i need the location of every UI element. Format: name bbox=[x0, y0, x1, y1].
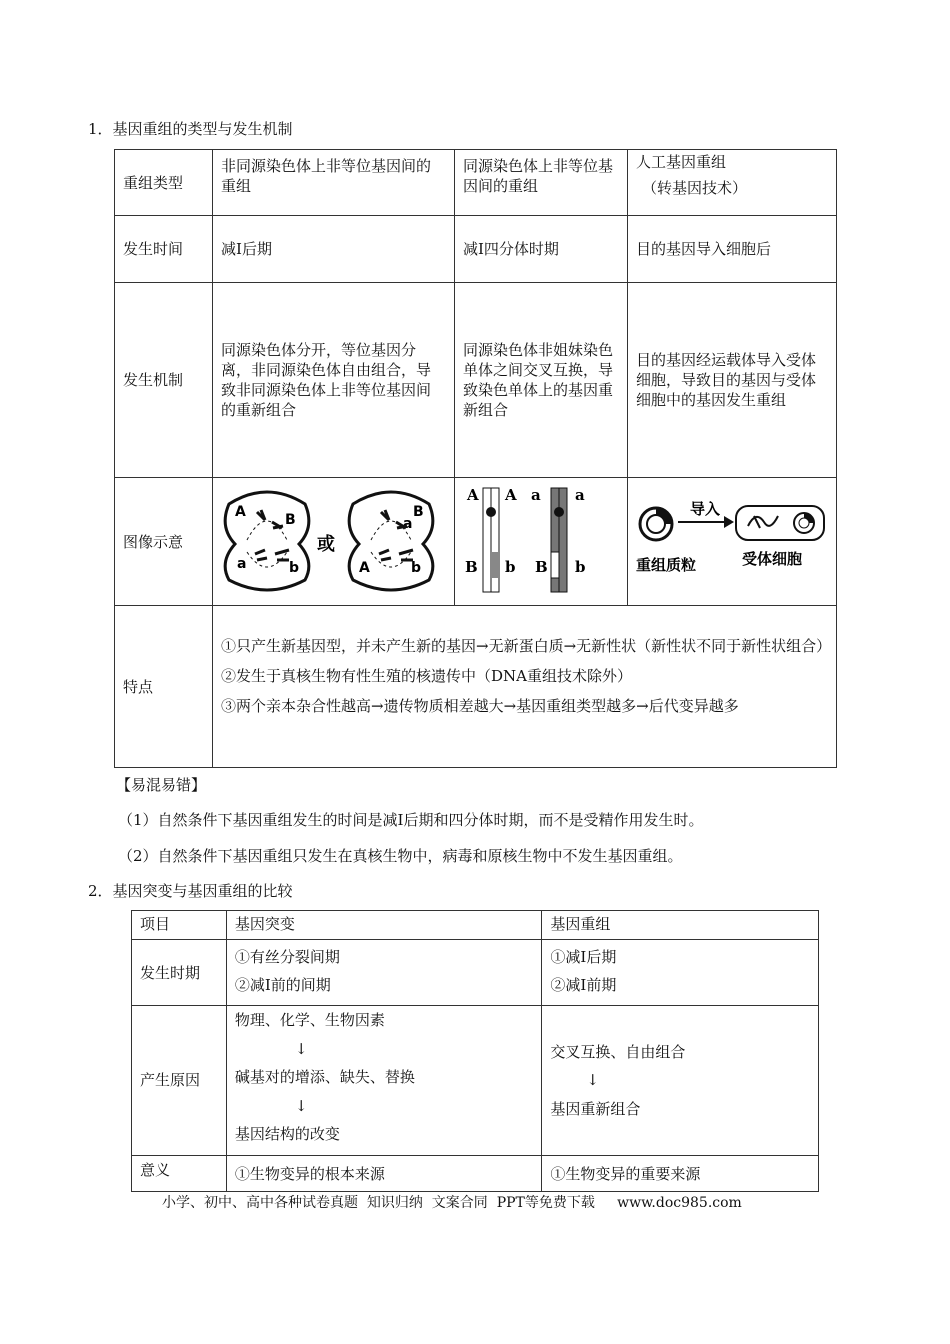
svg-text:A: A bbox=[235, 504, 246, 520]
meiosis-figure bbox=[213, 478, 455, 606]
feature-2: ②发生于真核生物有性生殖的核遗传中（DNA重组技术除外） bbox=[221, 667, 633, 685]
image-label: 图像示意 bbox=[115, 478, 213, 606]
svg-text:a: a bbox=[237, 556, 247, 572]
cell-right bbox=[349, 492, 433, 590]
svg-text:A: A bbox=[466, 486, 479, 504]
svg-text:a: a bbox=[530, 486, 541, 504]
footer: 小学、初中、高中各种试卷真题 知识归纳 文案合同 PPT等免费下载 www.doc985.com bbox=[162, 1195, 742, 1211]
recombination-table: 重组类型 非同源染色体上非等位基因间的重组 同源染色体上非等位基因间的重组 人工基因重组 （转基因技术） 发生时间 减Ⅰ后期 减Ⅰ四分体时期 目的基因导入细胞后 发生机制 同源染色体分开，等位基因分离，非同源染色体自由组合，导致非同源染色体上非等位基因间的重新组合 同源染色体非姐妹染色单体之间交叉互换，导致染色单体上的基因重新组合 目的基因经运载体导入受体细胞，导致目的基因与受体细胞中的基因发生重组 图像示意 A B a b 或 B a A b A A a a B b B b 导入 重组质粒 受体细胞 特点 ①只产生新基因型，并未产生新的基因→无新蛋白质→无新性状（新性状不同于新性状组合） ②发生于真核生物有性生殖的核遗传中（DNA重组技术除外） ③两个亲本杂合性越高→遗传物质相差越大→基因重组类型越多→后代变异越多 bbox=[114, 149, 837, 768]
confusion-item-1: （1）自然条件下基因重组发生的时间是减Ⅰ后期和四分体时期，而不是受精作用发生时。 bbox=[118, 811, 704, 829]
svg-text:a: a bbox=[574, 486, 585, 504]
feature-1: ①只产生新基因型，并未产生新的基因→无新蛋白质→无新性状（新性状不同于新性状组合） bbox=[221, 637, 832, 655]
header-homologous: 同源染色体上非等位基因间的重组 bbox=[454, 150, 627, 216]
col-mutation: 基因突变 bbox=[226, 911, 542, 940]
header-artificial: 人工基因重组 （转基因技术） bbox=[627, 150, 836, 216]
header-type: 重组类型 bbox=[115, 150, 213, 216]
time-label: 发生时间 bbox=[115, 216, 213, 283]
section1-title: 1．基因重组的类型与发生机制 bbox=[88, 120, 293, 138]
svg-text:B: B bbox=[285, 512, 296, 528]
confusion-title: 【易混易错】 bbox=[116, 776, 207, 794]
header-nonhomologous: 非同源染色体上非等位基因间的重组 bbox=[213, 150, 455, 216]
section2-title: 2．基因突变与基因重组的比较 bbox=[88, 882, 293, 900]
svg-text:b: b bbox=[411, 560, 422, 576]
features-label: 特点 bbox=[115, 606, 213, 768]
svg-text:A: A bbox=[504, 486, 517, 504]
confusion-item-2: （2）自然条件下基因重组只发生在真核生物中，病毒和原核生物中不发生基因重组。 bbox=[118, 847, 683, 865]
svg-text:受体细胞: 受体细胞 bbox=[741, 550, 802, 568]
svg-text:b: b bbox=[289, 560, 300, 576]
svg-text:b: b bbox=[574, 558, 586, 576]
features-cell bbox=[213, 606, 837, 768]
svg-text:a: a bbox=[403, 516, 413, 532]
transgenic-figure bbox=[627, 478, 836, 606]
col-recombination: 基因重组 bbox=[542, 911, 819, 940]
svg-text:B: B bbox=[464, 558, 478, 576]
svg-text:A: A bbox=[359, 560, 370, 576]
col-item: 项目 bbox=[132, 911, 227, 940]
svg-text:或: 或 bbox=[317, 534, 336, 555]
cell-left bbox=[225, 492, 309, 590]
svg-text:b: b bbox=[504, 558, 516, 576]
mechanism-label: 发生机制 bbox=[115, 283, 213, 478]
svg-text:重组质粒: 重组质粒 bbox=[635, 556, 696, 574]
feature-3: ③两个亲本杂合性越高→遗传物质相差越大→基因重组类型越多→后代变异越多 bbox=[221, 697, 739, 715]
comparison-table: 项目 基因突变 基因重组 发生时期 ①有丝分裂间期 ②减Ⅰ前的间期 ①减Ⅰ后期 ②减Ⅰ前期 产生原因 物理、化学、生物因素 ↓ 碱基对的增添、缺失、替换 ↓ 基因结构的改变 交叉互换、自由组合 ↓ 基因重新组合 意义 ①生物变异的根本来源 ①生物变异的重要来源 bbox=[131, 910, 819, 1192]
svg-text:导入: 导入 bbox=[689, 500, 720, 518]
crossover-figure bbox=[454, 478, 627, 606]
svg-text:B: B bbox=[413, 504, 424, 520]
svg-text:B: B bbox=[534, 558, 548, 576]
